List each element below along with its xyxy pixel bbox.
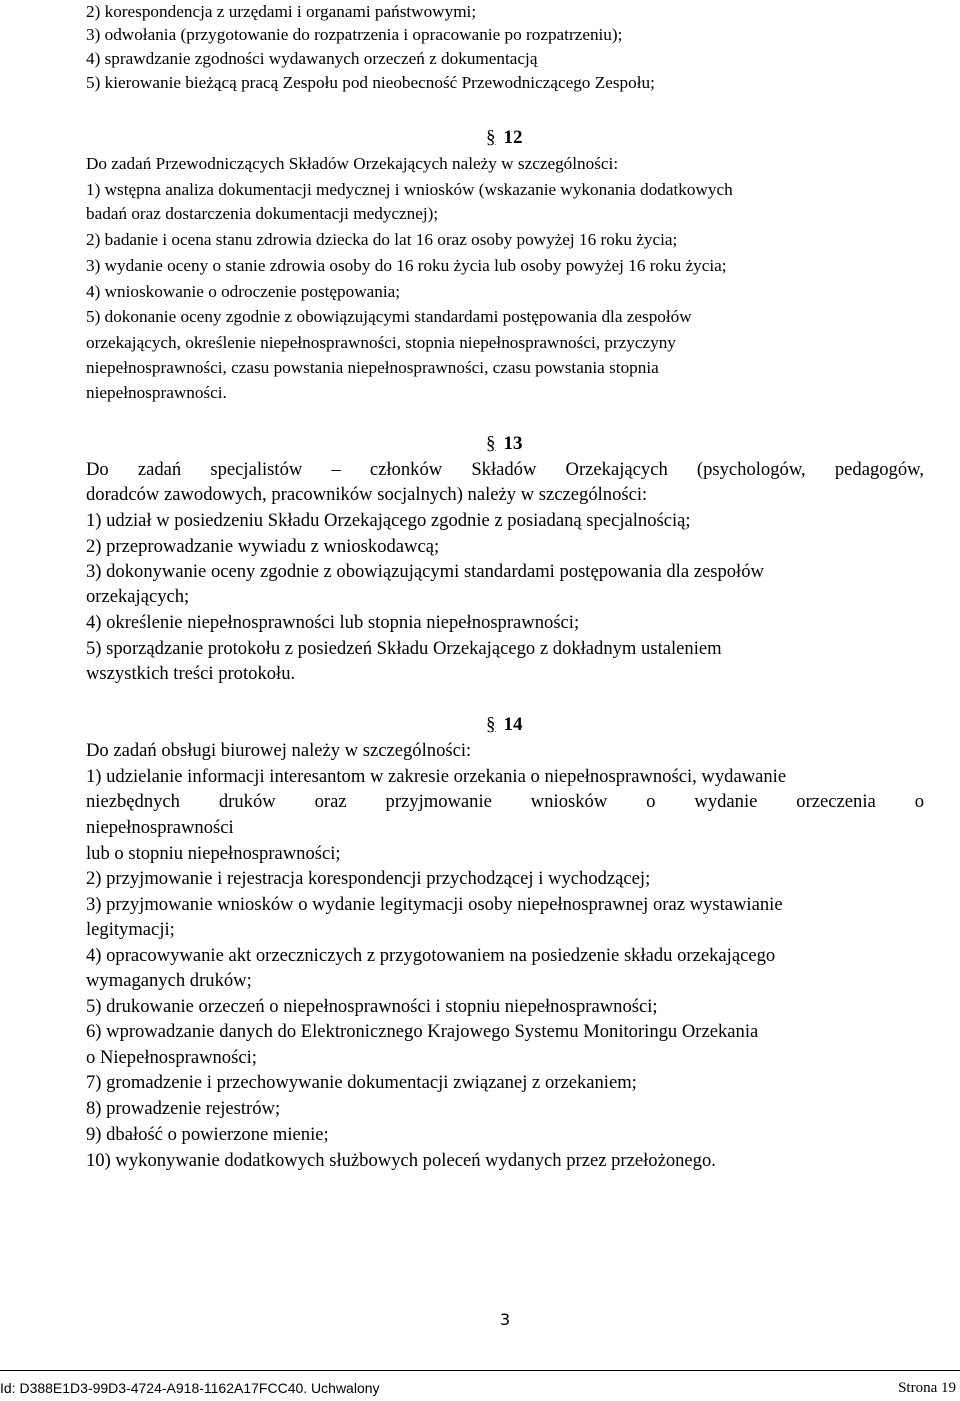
list-item: 2) przeprowadzanie wywiadu z wnioskodawcą;	[86, 536, 440, 557]
section-symbol: §	[486, 433, 496, 454]
section-heading-13	[486, 432, 523, 456]
section-intro: Do zadań obsługi biurowej należy w szczególności:	[86, 740, 472, 761]
section-heading-14	[486, 713, 523, 737]
list-item: 5) kierowanie bieżącą pracą Zespołu pod nieobecność Przewodniczącego Zespołu;	[86, 73, 655, 92]
list-item: 2) korespondencja z urzędami i organami państwowymi;	[86, 2, 477, 21]
list-item: 5) dokonanie oceny zgodnie z obowiązującymi standardami postępowania dla zespołów	[86, 307, 692, 326]
list-item: 4) określenie niepełnosprawności lub stopnia niepełnosprawności;	[86, 612, 580, 633]
list-item: 2) przyjmowanie i rejestracja korespondencji przychodzącej i wychodzącej;	[86, 868, 651, 889]
list-item: 8) prowadzenie rejestrów;	[86, 1098, 281, 1119]
list-item: 1) wstępna analiza dokumentacji medycznej i wniosków (wskazanie wykonania dodatkowych	[86, 180, 733, 199]
list-item: 3) odwołania (przygotowanie do rozpatrzenia i opracowanie po rozpatrzeniu);	[86, 25, 623, 44]
section-number: 13	[503, 433, 523, 454]
list-item: 9) dbałość o powierzone mienie;	[86, 1124, 329, 1145]
section-heading-12	[486, 126, 523, 150]
list-item: 5) sporządzanie protokołu z posiedzeń Składu Orzekającego z dokładnym ustaleniem	[86, 638, 722, 659]
section-intro-text: Do zadań specjalistów – członków Składów Orzekających (psychologów, pedagogów,	[86, 459, 924, 480]
footer-document-id: Id: D388E1D3-99D3-4724-A918-1162A17FCC40. Uchwalony	[0, 1380, 380, 1396]
list-item: doradców zawodowych, pracowników socjalnych) należy w szczególności:	[86, 484, 648, 505]
page-number: 3	[500, 1310, 511, 1329]
section-symbol: §	[486, 127, 496, 148]
list-item: lub o stopniu niepełnosprawności;	[86, 843, 341, 864]
list-item: 10) wykonywanie dodatkowych służbowych poleceń wydanych przez przełożonego.	[86, 1150, 716, 1171]
list-item: orzekających, określenie niepełnosprawności, stopnia niepełnosprawności, przyczyny	[86, 333, 676, 352]
list-item: niepełnosprawności, czasu powstania niepełnosprawności, czasu powstania stopnia	[86, 358, 659, 377]
list-item	[86, 790, 924, 814]
footer-divider	[0, 1370, 960, 1371]
list-item: niepełnosprawności	[86, 817, 234, 838]
list-item: 6) wprowadzanie danych do Elektronicznego Krajowego Systemu Monitoringu Orzekania	[86, 1021, 759, 1042]
list-item: 3) dokonywanie oceny zgodnie z obowiązującymi standardami postępowania dla zespołów	[86, 561, 764, 582]
footer-page-label: Strona 19	[898, 1380, 956, 1396]
section-number: 12	[503, 127, 523, 148]
list-item: 3) przyjmowanie wniosków o wydanie legitymacji osoby niepełnosprawnej oraz wystawianie	[86, 894, 783, 915]
section-intro: Do zadań Przewodniczących Składów Orzekających należy w szczególności:	[86, 154, 619, 173]
list-item: 4) sprawdzanie zgodności wydawanych orzeczeń z dokumentacją	[86, 49, 538, 68]
list-item: legitymacji;	[86, 919, 175, 940]
list-item: o Niepełnosprawności;	[86, 1047, 257, 1068]
section-number: 14	[503, 714, 523, 735]
section-symbol: §	[486, 714, 496, 735]
list-item: wymaganych druków;	[86, 970, 252, 991]
list-item: 5) drukowanie orzeczeń o niepełnosprawności i stopniu niepełnosprawności;	[86, 996, 658, 1017]
list-item: 7) gromadzenie i przechowywanie dokumentacji związanej z orzekaniem;	[86, 1072, 637, 1093]
section-intro	[86, 458, 924, 482]
list-item: 4) wnioskowanie o odroczenie postępowania;	[86, 282, 401, 301]
list-item: 4) opracowywanie akt orzeczniczych z przygotowaniem na posiedzenie składu orzekającego	[86, 945, 776, 966]
list-item: wszystkich treści protokołu.	[86, 663, 296, 684]
list-item-text: niezbędnych druków oraz przyjmowanie wniosków o wydanie orzeczenia o	[86, 791, 924, 812]
list-item: 3) wydanie oceny o stanie zdrowia osoby do 16 roku życia lub osoby powyżej 16 roku życia;	[86, 256, 727, 275]
list-item: orzekających;	[86, 586, 190, 607]
list-item: 1) udzielanie informacji interesantom w zakresie orzekania o niepełnosprawności, wydawanie	[86, 766, 787, 787]
list-item: 2) badanie i ocena stanu zdrowia dziecka do lat 16 oraz osoby powyżej 16 roku życia;	[86, 230, 678, 249]
list-item: 1) udział w posiedzeniu Składu Orzekającego zgodnie z posiadaną specjalnością;	[86, 510, 691, 531]
list-item: badań oraz dostarczenia dokumentacji medycznej);	[86, 204, 439, 223]
list-item: niepełnosprawności.	[86, 383, 227, 402]
